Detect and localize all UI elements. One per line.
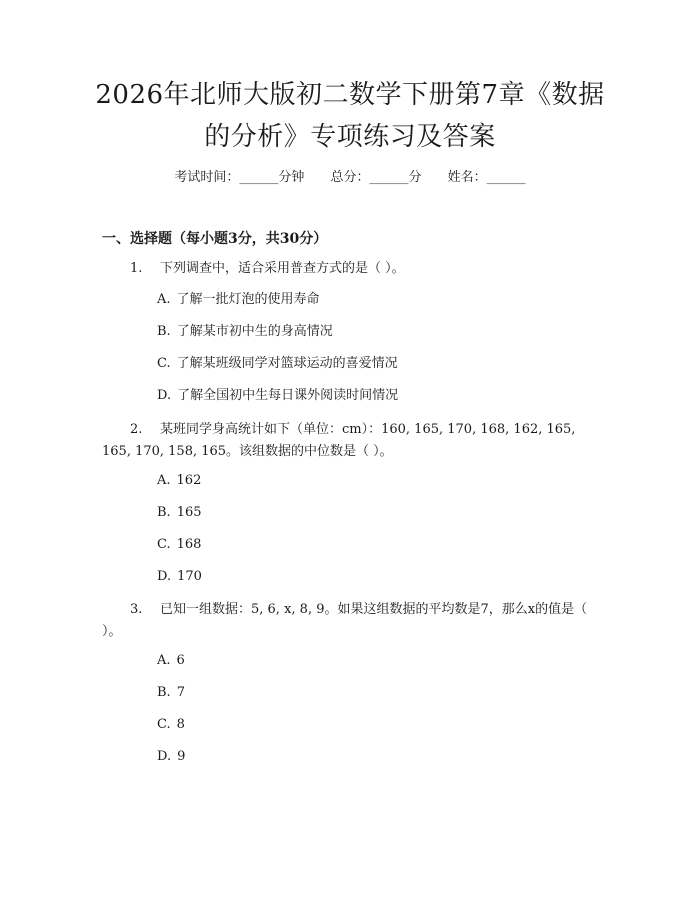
option-letter: D. xyxy=(157,569,172,584)
exam-time-field: 考试时间：______分钟 xyxy=(174,170,305,185)
option-text: 8 xyxy=(176,717,185,732)
question-number: 1. xyxy=(130,261,143,276)
option-letter: D. xyxy=(157,388,172,403)
option-text: 165 xyxy=(176,505,202,520)
question-number: 3. xyxy=(130,602,143,617)
option-1a xyxy=(157,289,320,311)
option-text: 了解一批灯泡的使用寿命 xyxy=(176,292,320,307)
option-letter: A. xyxy=(157,292,171,307)
exam-info xyxy=(0,168,700,188)
option-letter: C. xyxy=(157,717,171,732)
option-2a xyxy=(157,470,201,492)
section-heading: 一、选择题（每小题3分，共30分） xyxy=(102,231,328,247)
option-3c xyxy=(157,714,185,736)
option-2d xyxy=(157,566,202,588)
option-text: 170 xyxy=(177,569,202,584)
option-letter: B. xyxy=(157,324,171,339)
option-letter: D. xyxy=(157,749,172,764)
option-letter: B. xyxy=(157,685,171,700)
question-1 xyxy=(102,258,594,280)
option-1b xyxy=(157,321,333,343)
option-3d xyxy=(157,746,185,768)
question-text: 下列调查中，适合采用普查方式的是（ ）。 xyxy=(160,261,405,276)
question-2 xyxy=(102,419,594,463)
option-letter: B. xyxy=(157,505,171,520)
document-title: 2026年北师大版初二数学下册第7章《数据的分析》专项练习及答案 xyxy=(95,80,605,152)
option-2c xyxy=(157,534,201,556)
student-name-field: 姓名：______ xyxy=(447,170,526,185)
option-text: 了解全国初中生每日课外阅读时间情况 xyxy=(177,388,399,403)
option-letter: A. xyxy=(157,473,171,488)
option-3b xyxy=(157,682,185,704)
option-text: 168 xyxy=(176,537,202,552)
option-text: 162 xyxy=(176,473,202,488)
question-text: 已知一组数据：5, 6, x, 8, 9。如果这组数据的平均数是7，那么x的值是（ ）。 xyxy=(102,602,588,639)
option-letter: C. xyxy=(157,356,171,371)
question-text: 某班同学身高统计如下（单位：cm）：160, 165, 170, 168, 162, 165, 165, 170, 158, 165。该组数据的中位数是（ ）。 xyxy=(102,422,576,459)
question-number: 2. xyxy=(130,422,143,437)
option-text: 9 xyxy=(177,749,186,764)
option-3a xyxy=(157,650,185,672)
question-3 xyxy=(102,599,594,643)
option-text: 6 xyxy=(176,653,185,668)
option-1d xyxy=(157,385,398,407)
option-letter: A. xyxy=(157,653,171,668)
option-2b xyxy=(157,502,202,524)
option-text: 了解某市初中生的身高情况 xyxy=(176,324,333,339)
option-text: 了解某班级同学对篮球运动的喜爱情况 xyxy=(176,356,398,371)
total-score-field: 总分：______分 xyxy=(330,170,422,185)
option-1c xyxy=(157,353,398,375)
option-text: 7 xyxy=(176,685,185,700)
option-letter: C. xyxy=(157,537,171,552)
